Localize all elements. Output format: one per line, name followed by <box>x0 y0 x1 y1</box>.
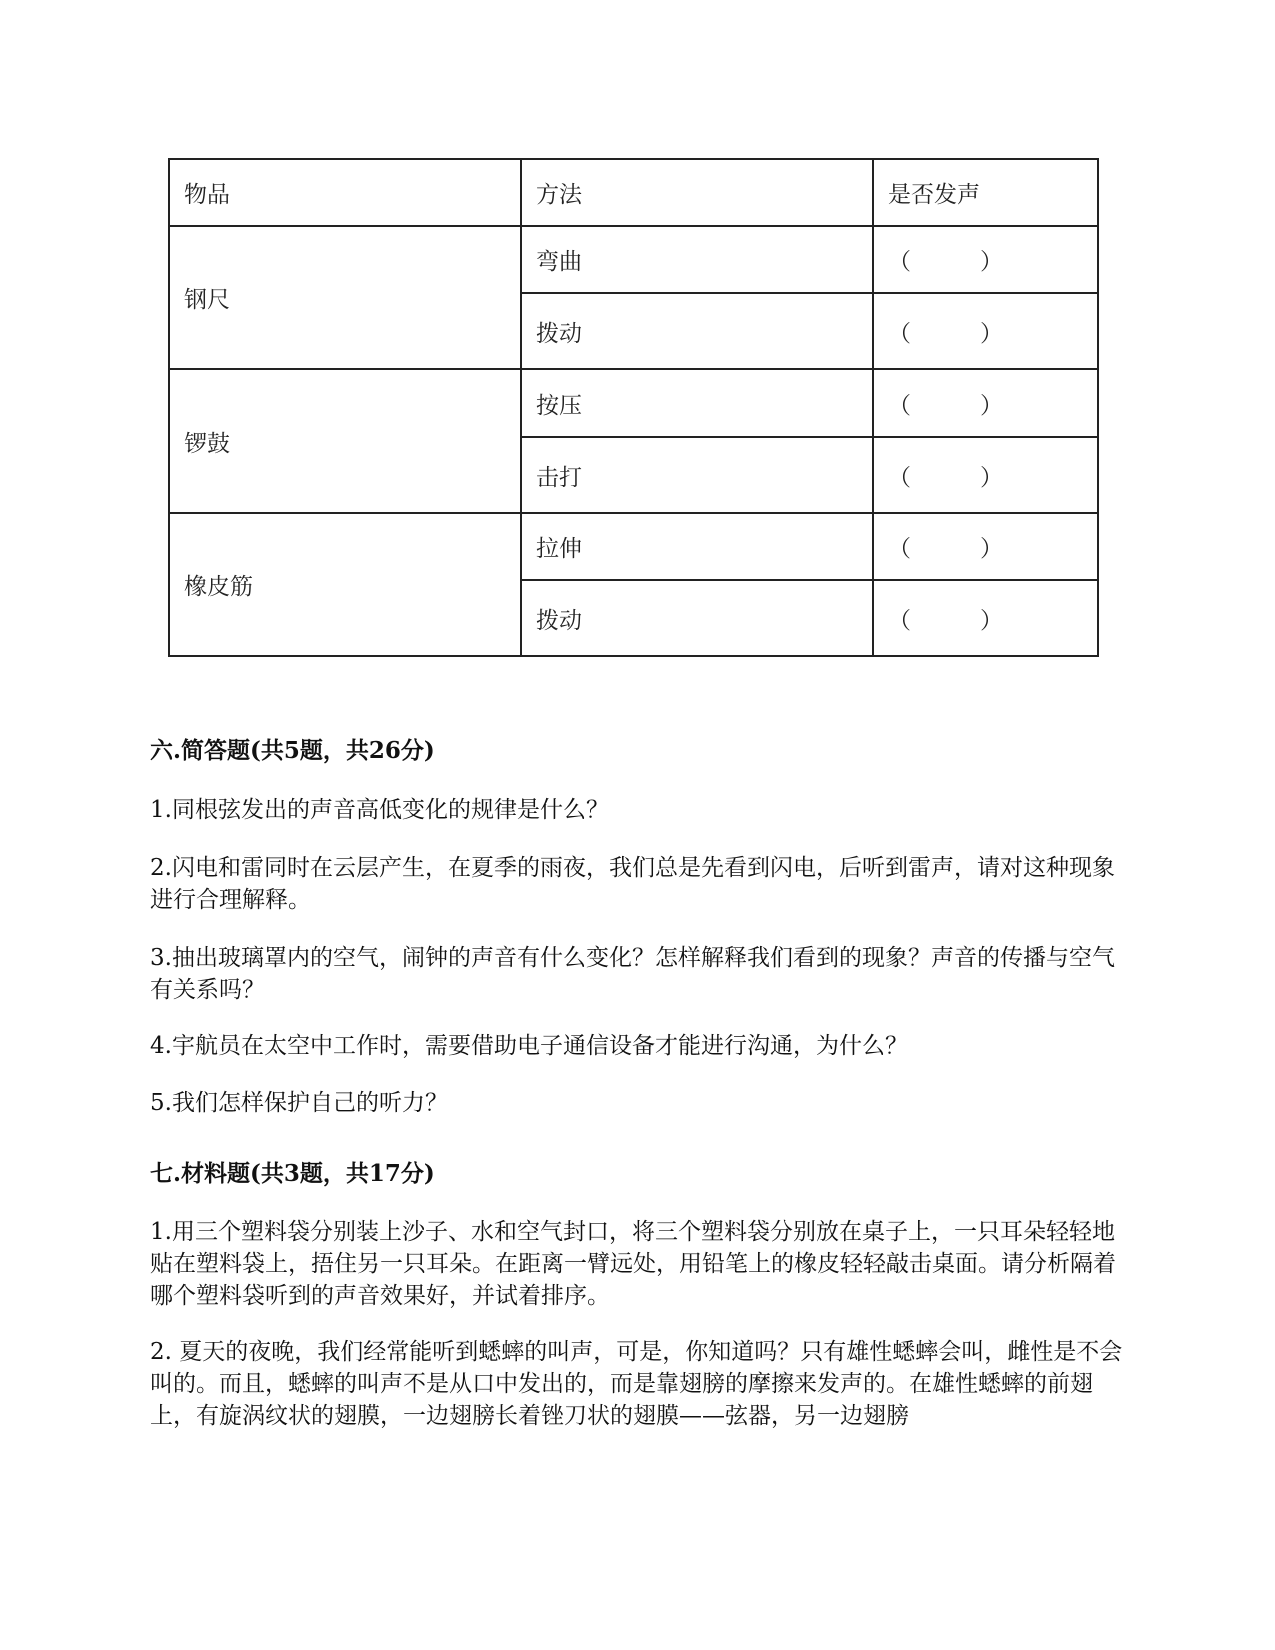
answer-blank[interactable] <box>873 513 1098 580</box>
answer-blank[interactable] <box>873 437 1098 513</box>
section-7-title: 七.材料题(共3题，共17分) <box>150 1160 435 1187</box>
table-header-row <box>169 159 1098 226</box>
question-6-1: 1.同根弦发出的声音高低变化的规律是什么？ <box>150 797 609 823</box>
open-paren: （ <box>888 536 911 562</box>
answer-blank[interactable] <box>873 369 1098 437</box>
close-paren: ） <box>980 320 1003 347</box>
close-paren: ） <box>980 249 1003 275</box>
method-cell: 拨动 <box>521 293 873 369</box>
sound-experiment-table <box>168 158 1099 657</box>
header-sound: 是否发声 <box>873 159 1098 226</box>
question-6-4: 4.宇航员在太空中工作时，需要借助电子通信设备才能进行沟通，为什么？ <box>150 1033 908 1059</box>
item-cell: 锣鼓 <box>169 369 521 513</box>
question-6-2: 2.闪电和雷同时在云层产生，在夏季的雨夜，我们总是先看到闪电，后听到雷声，请对这种现象进行合理解释。 <box>150 855 1115 913</box>
question-6-5: 5.我们怎样保护自己的听力？ <box>150 1090 448 1116</box>
open-paren: （ <box>888 392 911 419</box>
open-paren: （ <box>888 607 911 634</box>
method-cell: 拨动 <box>521 580 873 656</box>
open-paren: （ <box>888 320 911 347</box>
method-cell: 弯曲 <box>521 226 873 293</box>
open-paren: （ <box>888 464 911 491</box>
header-item: 物品 <box>169 159 521 226</box>
close-paren: ） <box>980 392 1003 419</box>
table-row <box>169 513 1098 580</box>
question-7-2: 2. 夏天的夜晚，我们经常能听到蟋蟀的叫声，可是，你知道吗？只有雄性蟋蟀会叫，雌性是不会叫的。而且，蟋蟀的叫声不是从口中发出的，而是靠翅膀的摩擦来发声的。在雄性蟋蟀的前翅上，有旋涡纹状的翅膜，一边翅膀长着锉刀状的翅膜——弦器，另一边翅膀 <box>150 1339 1123 1429</box>
close-paren: ） <box>980 536 1003 562</box>
answer-blank[interactable] <box>873 293 1098 369</box>
close-paren: ） <box>980 607 1003 634</box>
close-paren: ） <box>980 464 1003 491</box>
table-row <box>169 226 1098 293</box>
item-cell: 钢尺 <box>169 226 521 369</box>
section-6-title: 六.简答题(共5题，共26分) <box>150 737 435 764</box>
method-cell: 击打 <box>521 437 873 513</box>
table-row <box>169 369 1098 437</box>
question-6-3: 3.抽出玻璃罩内的空气，闹钟的声音有什么变化？怎样解释我们看到的现象？声音的传播与空气有关系吗？ <box>150 945 1115 1003</box>
item-cell: 橡皮筋 <box>169 513 521 656</box>
question-7-1: 1.用三个塑料袋分别装上沙子、水和空气封口，将三个塑料袋分别放在桌子上，一只耳朵轻轻地贴在塑料袋上，捂住另一只耳朵。在距离一臂远处，用铅笔上的橡皮轻轻敲击桌面。请分析隔着哪个塑料袋听到的声音效果好，并试着排序。 <box>150 1219 1116 1309</box>
open-paren: （ <box>888 249 911 275</box>
answer-blank[interactable] <box>873 580 1098 656</box>
method-cell: 拉伸 <box>521 513 873 580</box>
method-cell: 按压 <box>521 369 873 437</box>
answer-blank[interactable] <box>873 226 1098 293</box>
header-method: 方法 <box>521 159 873 226</box>
